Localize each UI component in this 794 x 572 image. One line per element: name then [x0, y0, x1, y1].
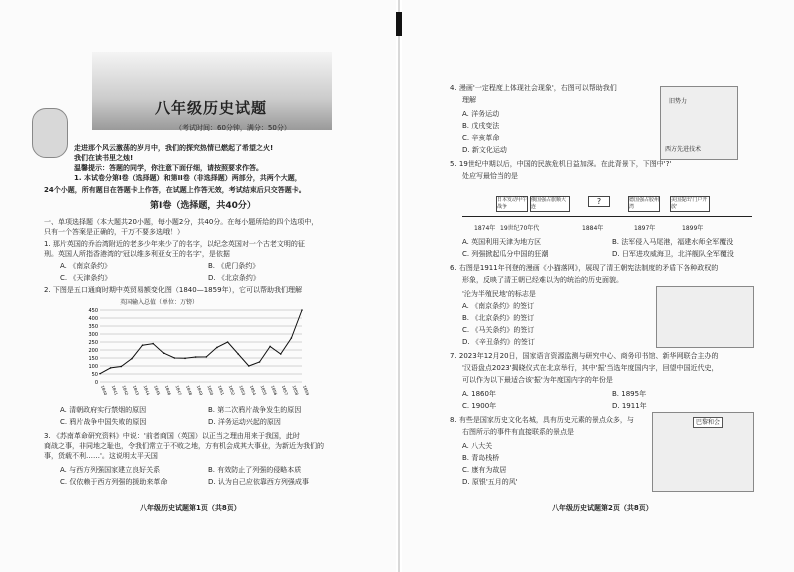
- option[interactable]: C. 仅依赖于西方列强的援助来革命: [60, 478, 168, 486]
- x-tick-label: 1843: [131, 384, 141, 396]
- image-label: 西方先进技术: [665, 146, 702, 153]
- option[interactable]: D. 洋务运动兴起的原因: [208, 418, 281, 426]
- timeline-box: 日本发动甲午战争: [497, 197, 528, 210]
- y-tick-label: 100: [88, 364, 98, 370]
- question-text: 7. 2023年12月20日，国家语言资源监测与研究中心、商务印书馆、新华网联合主办的: [450, 352, 719, 360]
- notice-line: 1. 本试卷分第I卷（选择题）和第II卷（非选择题）两部分，共两个大题，: [74, 174, 302, 182]
- x-tick-label: 1854: [248, 384, 258, 396]
- option[interactable]: D. 《辛丑条约》的签订: [462, 338, 535, 346]
- option[interactable]: B. 1895年: [612, 390, 647, 398]
- x-tick-label: 1849: [195, 384, 204, 396]
- x-tick-label: 1846: [163, 384, 173, 396]
- chart-y-ticks: [88, 308, 98, 386]
- question-text: 1. 那片英国的乔治湾附近的老多少年来少了的名字，以纪念英国对一个古老文明的征: [44, 240, 305, 248]
- page-title: 八年级历史试题: [155, 99, 268, 117]
- question-text: 3. 《苏南革命研究资料》中说：'前者商国（英国）以正当之理由用来于我国，此时: [44, 432, 300, 440]
- question-text: 刑。英国人所指香港湾的'冠以维多利亚女王的名字'，是依据: [44, 250, 230, 258]
- x-tick-label: 1844: [142, 384, 151, 396]
- option[interactable]: C. 鸦片战争中国失败的原因: [60, 418, 147, 426]
- x-tick-label: 1850: [206, 384, 215, 396]
- option[interactable]: C. 《马关条约》的签订: [462, 326, 535, 334]
- timeline-box: 德国强占胶州湾: [629, 197, 660, 210]
- option[interactable]: C. 1900年: [462, 402, 497, 410]
- y-tick-label: 350: [88, 324, 98, 330]
- question-text: 右图所示的事件有直接联系的景点是: [462, 428, 574, 436]
- x-tick-label: 1859: [302, 384, 310, 396]
- section-instruction: 一、单项选择题（本大题共20小题，每小题2分，共40分。在每小题所给的四个选项中，: [44, 218, 319, 226]
- option[interactable]: C. 辛亥革命: [462, 134, 500, 142]
- option[interactable]: D. 《北京条约》: [208, 274, 260, 282]
- x-tick-label: 1853: [238, 384, 247, 396]
- cartoon-girl-image: [32, 108, 68, 158]
- timeline-year: 1884年: [582, 225, 604, 232]
- x-tick-label: 1856: [270, 384, 279, 396]
- question-text: 理解: [462, 96, 476, 104]
- x-tick-label: 1847: [174, 384, 183, 396]
- question-text: 2. 下图是五口通商时期中英贸易额变化图（1840—1859年），它可以帮助我们理解: [44, 286, 303, 294]
- x-tick-label: 1858: [291, 384, 300, 396]
- option[interactable]: A. 《南京条约》的签订: [462, 302, 535, 310]
- y-tick-label: 400: [88, 316, 98, 322]
- left-page: [0, 0, 396, 572]
- y-tick-label: 300: [88, 332, 98, 338]
- image-label: 巴黎和会: [693, 417, 723, 428]
- option[interactable]: B. 《北京条约》的签订: [462, 314, 535, 322]
- y-tick-label: 200: [88, 348, 98, 354]
- x-tick-label: 1841: [110, 384, 119, 396]
- option[interactable]: C. 列强掀起瓜分中国的狂潮: [462, 250, 549, 258]
- timeline-box-question: ?: [588, 196, 610, 207]
- question-text: 处应写最恰当的是: [462, 172, 518, 180]
- timeline-axis: [462, 216, 752, 217]
- option[interactable]: B. 法军侵入马尾港，福建水师全军覆没: [612, 238, 734, 246]
- image-label: 旧势力: [669, 98, 688, 105]
- section-instruction: 只有一个答案是正确的，干万不要多选哦！）: [44, 228, 184, 236]
- timeline-box: 美国提出'门户开放': [670, 196, 710, 212]
- timeline-year: 1874年: [474, 225, 496, 232]
- notice-line: 24个小题，所有题目在答题卡上作答，在试题上作答无效，考试结束后只交答题卡。: [44, 186, 306, 194]
- x-tick-label: 1851: [217, 384, 226, 396]
- header-illustration: [92, 52, 332, 130]
- y-tick-label: 450: [88, 308, 98, 314]
- option[interactable]: B. 戊戌变法: [462, 122, 500, 130]
- y-tick-label: 50: [91, 372, 98, 378]
- y-tick-label: 250: [88, 340, 98, 346]
- option[interactable]: A. 英国利用天津为地方区: [462, 238, 542, 246]
- question-text: 5. 19世纪中期以后，中国的民族危机日益加深。在此背景下，下图中'?': [450, 160, 672, 168]
- option[interactable]: A. 洋务运动: [462, 110, 500, 118]
- option[interactable]: A. 八大关: [462, 442, 493, 450]
- intro-line: 走进那个风云激荡的岁月中，我们的探究热情已燃起了希望之火!: [74, 144, 274, 152]
- option[interactable]: A. 1860年: [462, 390, 496, 398]
- option[interactable]: D. 1911年: [612, 402, 647, 410]
- part1-heading: 第I卷（选择题，共40分）: [150, 201, 256, 211]
- page-divider: [398, 0, 400, 572]
- x-tick-label: 1852: [227, 384, 236, 396]
- question-text: 事，货载不利……'。这说明太平天国: [44, 452, 158, 460]
- option[interactable]: D. 原银'五月的风': [462, 478, 518, 486]
- option[interactable]: B. 第二次鸦片战争发生的原因: [208, 406, 302, 414]
- chart-grid: [100, 310, 302, 382]
- option[interactable]: B. 青岛栈桥: [462, 454, 500, 462]
- question-text: 8. 有些是国家历史文化名城，具有历史元素的景点众多，与: [450, 416, 634, 424]
- y-tick-label: 150: [88, 356, 98, 362]
- option[interactable]: D. 新文化运动: [462, 146, 507, 154]
- right-page: [402, 0, 794, 572]
- x-tick-label: 1857: [280, 384, 289, 396]
- timeline-year: 1897年: [634, 225, 656, 232]
- question-text: 4. 漫画'一定程度上体现社会现象'，右图可以帮助我们: [450, 84, 617, 92]
- x-tick-label: 1855: [259, 384, 268, 396]
- option[interactable]: A. 与西方列强国家建立良好关系: [60, 466, 161, 474]
- question-text: 可以作为以下最适合该'振'为年度国内字的年份是: [462, 376, 613, 384]
- timeline-box: 俄国强占旅顺大连: [530, 196, 570, 212]
- x-tick-label: 1840: [100, 384, 109, 396]
- x-tick-label: 1848: [185, 384, 194, 396]
- option[interactable]: B. 有效防止了列强的侵略本质: [208, 466, 302, 474]
- trade-line-chart: [70, 296, 310, 398]
- option[interactable]: A. 清朝政府实行禁烟的原因: [60, 406, 147, 414]
- option[interactable]: B. 《虎门条约》: [208, 262, 260, 270]
- notice-line: 温馨提示：答题的同学，你注意下面仔细，请按照要求作答。: [74, 164, 263, 172]
- timeline-year: 19世纪70年代: [500, 225, 540, 232]
- page-footer: 八年级历史试题第2页（共8页）: [552, 504, 653, 512]
- page-footer: 八年级历史试题第1页（共8页）: [140, 504, 241, 512]
- intro-line: 我们在读书里之烛!: [74, 154, 134, 162]
- option[interactable]: A. 《南京条约》: [60, 262, 112, 270]
- option[interactable]: C. 《天津条约》: [60, 274, 112, 282]
- cartoon-net-image: [656, 286, 754, 348]
- option[interactable]: D. 日军进攻威海卫，北洋舰队全军覆没: [612, 250, 734, 258]
- x-tick-label: 1845: [153, 384, 162, 396]
- question-text: '汉语盘点2023'揭晓仪式在北京举行，其中'振'当选年度国内字，回望中国近代史，: [462, 364, 719, 372]
- y-tick-label: 0: [94, 380, 98, 386]
- question-text: '沦为半殖民地'的标志是: [462, 290, 536, 298]
- x-tick-label: 1842: [121, 384, 130, 396]
- tree-cartoon-image: [660, 86, 738, 160]
- paris-conference-cartoon-image: [652, 412, 754, 492]
- option[interactable]: D. 认为自己应依靠西方列强成事: [208, 478, 309, 486]
- question-text: 形象，反映了清王朝已经难以为的统治的历史面貌。: [462, 276, 623, 284]
- chart-title: 英国输入总值（单位：万镑）: [120, 299, 199, 306]
- question-text: 商战之事，非同地之耻也，令我们常立于不败之地，方有机会成其大事业，为新近为我们的: [44, 442, 324, 450]
- timeline-year: 1899年: [682, 225, 704, 232]
- option[interactable]: C. 康有为故居: [462, 466, 507, 474]
- question-text: 6. 右图是1911年刊登的漫画《小猫落网》，展现了清王朝宪法制度的矛盾下各种政权的: [450, 264, 719, 272]
- exam-time: （考试时间：60分钟，满分：50分）: [175, 124, 291, 132]
